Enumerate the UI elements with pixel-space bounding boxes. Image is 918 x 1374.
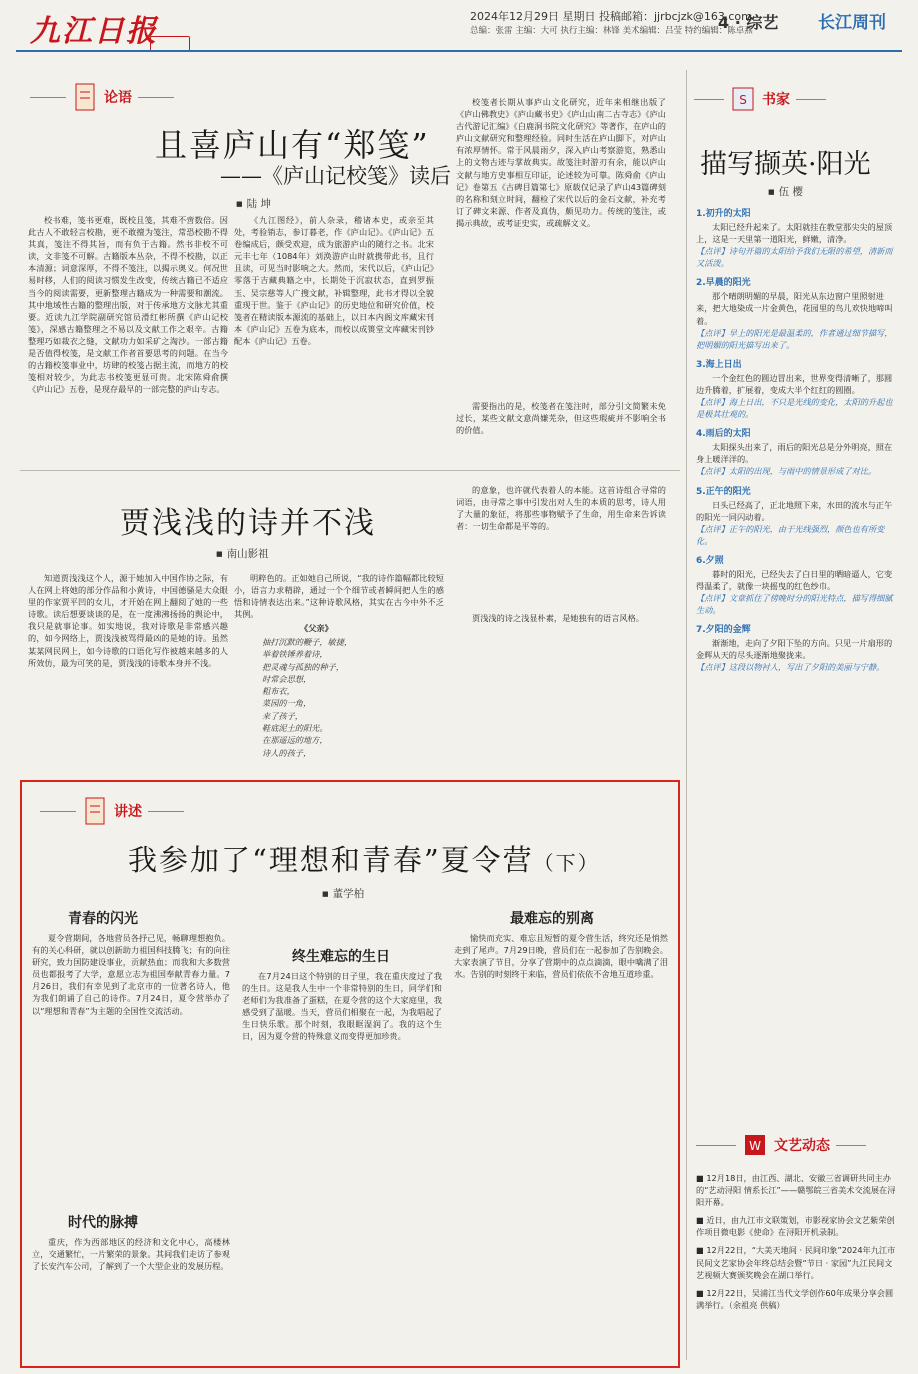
culture-tag: [696, 1130, 866, 1160]
newspaper-logo: 九江日报: [30, 14, 158, 49]
badge-icon: [742, 1130, 768, 1160]
review-item-note: 【点评】早上的阳光是最温柔的，作者通过细节描写，把明媚的阳光描写出来了。: [696, 327, 893, 350]
camp-column-3: 在7月24日这个特别的日子里，我在重庆度过了我的生日。这是我人生中一个非常特别的生日，同学们和老师们为我准备了蛋糕，在夏令营的这个大家庭里，我感受到了温暖。当天，营员们相聚在一起，为我唱起了生日快乐歌。那个时刻，我眼眶湿润了。我的这个生日，因为夏令营的特殊意义而变得更加珍贵。: [242, 971, 442, 1042]
essay2-column-1: 知道贾浅浅这个人，源于她加入中国作协之际，有人在网上将她的部分作品和小黄诗，中国德骚是大众眼里的作家贾平凹的女儿，才开始在网上翻阅了她的一些诗歌。读后想要谈谈的是，在一度沸沸扬扬的舆论中，我只是就事论事。如实地说，我对诗歌是非常感兴趣的，如今网络上，贾浅浅被骂得最凶的是她的诗。虽然某某网民网上，如今诗歌的口语化写作被越来越多的人所效仿，最为可笑的是，贾浅浅的诗歌本身并不浅。: [28, 573, 228, 668]
svg-text:W: W: [749, 1139, 761, 1153]
header-rule: [16, 50, 902, 52]
camp-title-main: 我参加了“理想和青春”夏令营: [128, 843, 534, 877]
essay2-byline: ■ 南山影祖: [216, 546, 269, 561]
culture-title: 文艺动态: [774, 1138, 830, 1154]
editorial-staff: 总编：张雷 主编：大可 执行主编：林锋 美术编辑：吕莹 特约编辑：陈卓燕: [470, 26, 753, 36]
tag-label: 论语: [104, 90, 132, 106]
essay-subtitle: ——《庐山记校笺》读后: [220, 164, 451, 188]
camp-column-2: 重庆，作为西部地区的经济和文化中心，高楼林立，交通繁忙，一片繁荣的景象。其间我们走访了参观了长安汽车公司，了解到了一个大型企业的发展历程。: [32, 1237, 230, 1272]
culture-news-item: ■ 近日，由九江市文联策划，市影视家协会文艺紫荣创作项目微电影《使命》在浔阳开机录制。: [696, 1215, 895, 1238]
book-tag: [694, 84, 826, 114]
poem-line: 鞋底泥土的阳光。: [262, 723, 328, 734]
review-item-note: 【点评】文章抓住了傍晚时分的阳光特点，描写得细腻生动。: [696, 593, 893, 616]
review-item-text: 日头已经高了，正北地照下来，水田的流水与正午的阳光一同闪动着。: [696, 499, 893, 522]
camp-subhead-3: 终生难忘的生日: [292, 949, 390, 965]
review-title: 描写撷英·阳光: [700, 149, 871, 180]
poem-line: 粗布衣，: [262, 686, 295, 697]
poem-title: 《父亲》: [300, 623, 333, 633]
review-item-text: 太阳已经升起来了。太阳就挂在教堂那尖尖的屋顶上，这是一天里第一道阳光，鲜嫩，清净。: [696, 222, 893, 245]
poem-line: 把灵魂与孤独的种子，: [262, 661, 344, 672]
camp-column-4: 愉快而充实、难忘且短暂的夏令营生活，终究还是悄然走到了尾声。7月29日晚，营员们在一起参加了告别晚会。大家表演了节目，分享了营期中的点点滴滴，眼中噙满了泪水。告别的时刻终于来临，营员们依依不舍地互道珍重。: [454, 933, 668, 980]
masthead: [0, 0, 918, 56]
review-item-heading: 4.雨后的太阳: [696, 429, 751, 440]
camp-tag: [40, 796, 184, 826]
review-item-heading: 2.早晨的阳光: [696, 278, 751, 289]
page-number: 4 · 综艺: [718, 13, 779, 32]
review-items: [696, 200, 900, 1080]
review-byline: ■ 伍 樱: [768, 184, 803, 199]
section-name: 长江周刊: [818, 13, 886, 33]
essay2-column-2: 明粹色的。正如她自己所说，“我的诗作篇幅都比较短小，语言力求精辟，通过一个个细节或者瞬间把人生的感悟和诗情表达出来。”这种诗歌风格，其实在古今中外不乏其例。: [234, 573, 444, 620]
essay-column-4: 需要指出的是，校笺者在笺注时，部分引文简繁未免过长，某些文献文意尚嫌芜杂，但这些瑕疵并不影响全书的价值。: [456, 401, 666, 436]
essay-title: 且喜庐山有“郑笺”: [155, 126, 430, 164]
camp-title: [128, 838, 600, 879]
review-item-note: 【点评】这段以物衬人，写出了夕阳的美丽与宁静。: [696, 662, 885, 673]
essay2-column-3: 的意象，也许就代表着人的本能。这首诗组合寻常的词语，由寻常之事中引发出对人生的本质的思考，诗人用了大量的象征，将那些事物赋予了生命，用生命来告诉读者：一切生命都是平等的。: [456, 485, 666, 532]
poem-line: 时常会思想，: [262, 673, 312, 684]
essay-column-3: 校笺者长期从事庐山文化研究，近年来相继出版了《庐山佛教史》《庐山藏书史》《庐山山南二古寺志》《庐山古代游记汇编》《白鹿洞书院文化研究》等著作，在庐山的庐山文献研究和整理经验。同时生活在庐山脚下，对庐山有浓厚情怀。常于风晨雨夕，深入庐山考察游览，熟悉山上的文物古迹与掌故典实。故笺注时游刃有余，能以庐山文献与地方史事相互印证，论述较为可靠。陈舜俞《庐山记》卷第五《古碑目篇第七》原载仅记录了庐山43篇碑刻的名称和刻立时间，翻检了宋代以后的金石文献，补充考订了碑文来源、作者及真伪，颇见功力。传统的笺注，或揭示典故，或考证史实，或疏解文义。: [456, 97, 666, 228]
review-item-text: 太阳探头出来了，雨后的阳光总是分外明亮，照在身上暖洋洋的。: [696, 442, 893, 465]
culture-news-item: ■ 12月22日，“大美天地间 · 民间印象”2024年九江市民间文艺家协会年终总结会暨“节日 · 家园”九江民间文艺视频大赛颁奖晚会在湖口举行。: [696, 1245, 896, 1280]
review-item-note: 【点评】诗句开篇的太阳给予我们无限的希望，清新而又活泼。: [696, 246, 893, 269]
camp-byline: ■ 董学柏: [322, 886, 364, 901]
poem-line: 菜园的一角，: [262, 698, 312, 709]
tag-label: 讲述: [114, 804, 142, 820]
poem-line: 来了孩子，: [262, 710, 303, 721]
poem-line: 在那遥远的地方，: [262, 735, 328, 746]
culture-news-item: ■ 12月22日，吴浦江当代文学创作60年成果分享会圆满举行。（余祖亮 供稿）: [696, 1287, 894, 1310]
essay-byline: ■ 陆 坤: [236, 196, 271, 211]
review-item-heading: 7.夕阳的金辉: [696, 625, 751, 636]
review-item-heading: 1.初升的太阳: [696, 209, 751, 219]
essay2-title: 贾浅浅的诗并不浅: [120, 506, 376, 541]
camp-subhead-2: 时代的脉搏: [68, 1215, 138, 1231]
scroll-icon: [82, 796, 108, 826]
tag-label: 书家: [762, 92, 790, 108]
camp-title-suffix: （下）: [533, 851, 600, 875]
review-item-note: 【点评】太阳的出现，与雨中的情景形成了对比。: [696, 466, 877, 477]
review-item-heading: 6.夕照: [696, 555, 724, 566]
culture-news-item: ■ 12月18日，由江西、湖北、安徽三省调研共同主办的“艺动浔阳 情系长江”——赣鄂皖三省美术交流展在浔阳开幕。: [696, 1173, 896, 1208]
camp-column-1: 夏令营期间，各地营员各抒己见，畅聊理想抱负。有的关心科研，就以创新助力祖国科技腾飞；有的向往研究，致力国防建设事业，贡献热血；而我和大多数营员也都报考了大学，意愿立志为祖国奉献青春力量。7月26日，我们有幸见到了北京市的一位著名诗人，他为我们朗诵了自己的诗作。7月24日，夏令营举办了以“理想和青春”为主题的全国性交流活动。: [32, 933, 230, 1016]
culture-items: [696, 1172, 900, 1368]
scroll-icon: [72, 82, 98, 112]
review-item-text: 那个晴朗明媚的早晨，阳光从东边窗户里照射进来，把大地染成一片金黄色，花园里的鸟儿欢快地啼叫着。: [696, 291, 893, 326]
essay-column-2: 《九江图经》，前人杂录，稽诸本史，或亲至其处，考验销志，参订暮老，作《庐山记》。《庐山记》五卷编成后，颇受欢迎，成为旅游庐山的随行之书。北宋元丰七年（1084年）刘涣游庐山时就携带此书，且行且读，可见当时影响之大。然而，宋代以后，《庐山记》零落于吉藏典籍之中，长期处于沉寂状态，直到罗振玉、吴宗慈等人广搜文献，补辑整理，此书才得以全貌重现于世。鉴于《庐山记》的历史地位和研究价值，校笺者在精读版本源流的基础上，以日本内阁文库藏宋刊本《庐山记》五卷为底本，而校以成篑堂文库藏宋刊钞配本《庐山记》五卷。: [234, 215, 434, 346]
review-item-text: 一个金红色的圆边冒出来，世界变得清晰了，那圆边升腾着，扩展着，变成大半个红红的圆圈。: [696, 372, 893, 395]
poem-line: 诗人的孩子，: [262, 747, 312, 758]
poem-line: 举着铁锤养着诗，: [262, 649, 328, 660]
review-item-text: 暮时的阳光，已经失去了白日里的晒暗逼人，它变得温柔了，就像一块摇曳的红色纱巾。: [696, 568, 893, 591]
svg-text:S: S: [739, 93, 747, 107]
review-item-note: 【点评】海上日出，不只是光线的变化，太阳的升起也是极其壮观的。: [696, 397, 893, 420]
poem-body: [262, 636, 442, 759]
essay2-column-4: 贾浅浅的诗之浅显朴素，是她独有的语言风格。: [472, 613, 644, 623]
camp-subhead-4: 最难忘的别离: [510, 911, 594, 927]
review-item-note: 【点评】正午的阳光，由于光线强烈，颜色也有所变化。: [696, 523, 885, 546]
camp-subhead-1: 青春的闪光: [68, 911, 138, 927]
review-item-text: 渐渐地，走向了夕阳下坠的方向。只见一片扇形的金辉从天的尽头逐渐地聚拢来。: [696, 638, 893, 661]
essay-tag: [30, 82, 174, 112]
review-item-heading: 5.正午的阳光: [696, 486, 751, 497]
essay-column-1: 校书难，笺书更难，既校且笺，其难不啻数倍。因此古人不敢轻言校勘，更不敢擅为笺注，常恐校勘不得其真，笺注不得其旨，而有负于古籍。然书非校不可读，文非笺不可解。古籍版本丛杂，不得不校勘，以正本清源；词意深厚，不得不笺注，以揭示奥义。何况世易时移，人们的阅读习惯发生改变，传统古籍已不适应当今的阅读需要，更新整理古籍成为一种需要和潮流。其中地域性古籍的整理出版，对于传承地方文脉尤其重要。近读九江学院副研究馆员滑红彬所撰《庐山记校笺》，深感古籍整理之不易以及文献工作之艰辛。古籍整理巧如裁衣之缝，文献功力如采矿之淘沙。一部古籍是否值得校笺，是文献工作者首要思考的问题。在当今的古籍校笺事业中，坊肆的校笺占据主流，而地方的校笺相对较少，为此志书校笺更显可贵。北宋陈舜俞撰《庐山记》五卷，是现存最早的一部完整的庐山专志。: [28, 215, 228, 395]
poem-line: 抽打沉默的鞭子，敏捷，: [262, 637, 353, 647]
issue-date: 2024年12月29日 星期日 投稿邮箱：jjrbcjzk@163.com: [470, 10, 752, 23]
book-icon: [730, 84, 756, 114]
review-item-heading: 3.海上日出: [696, 359, 742, 370]
